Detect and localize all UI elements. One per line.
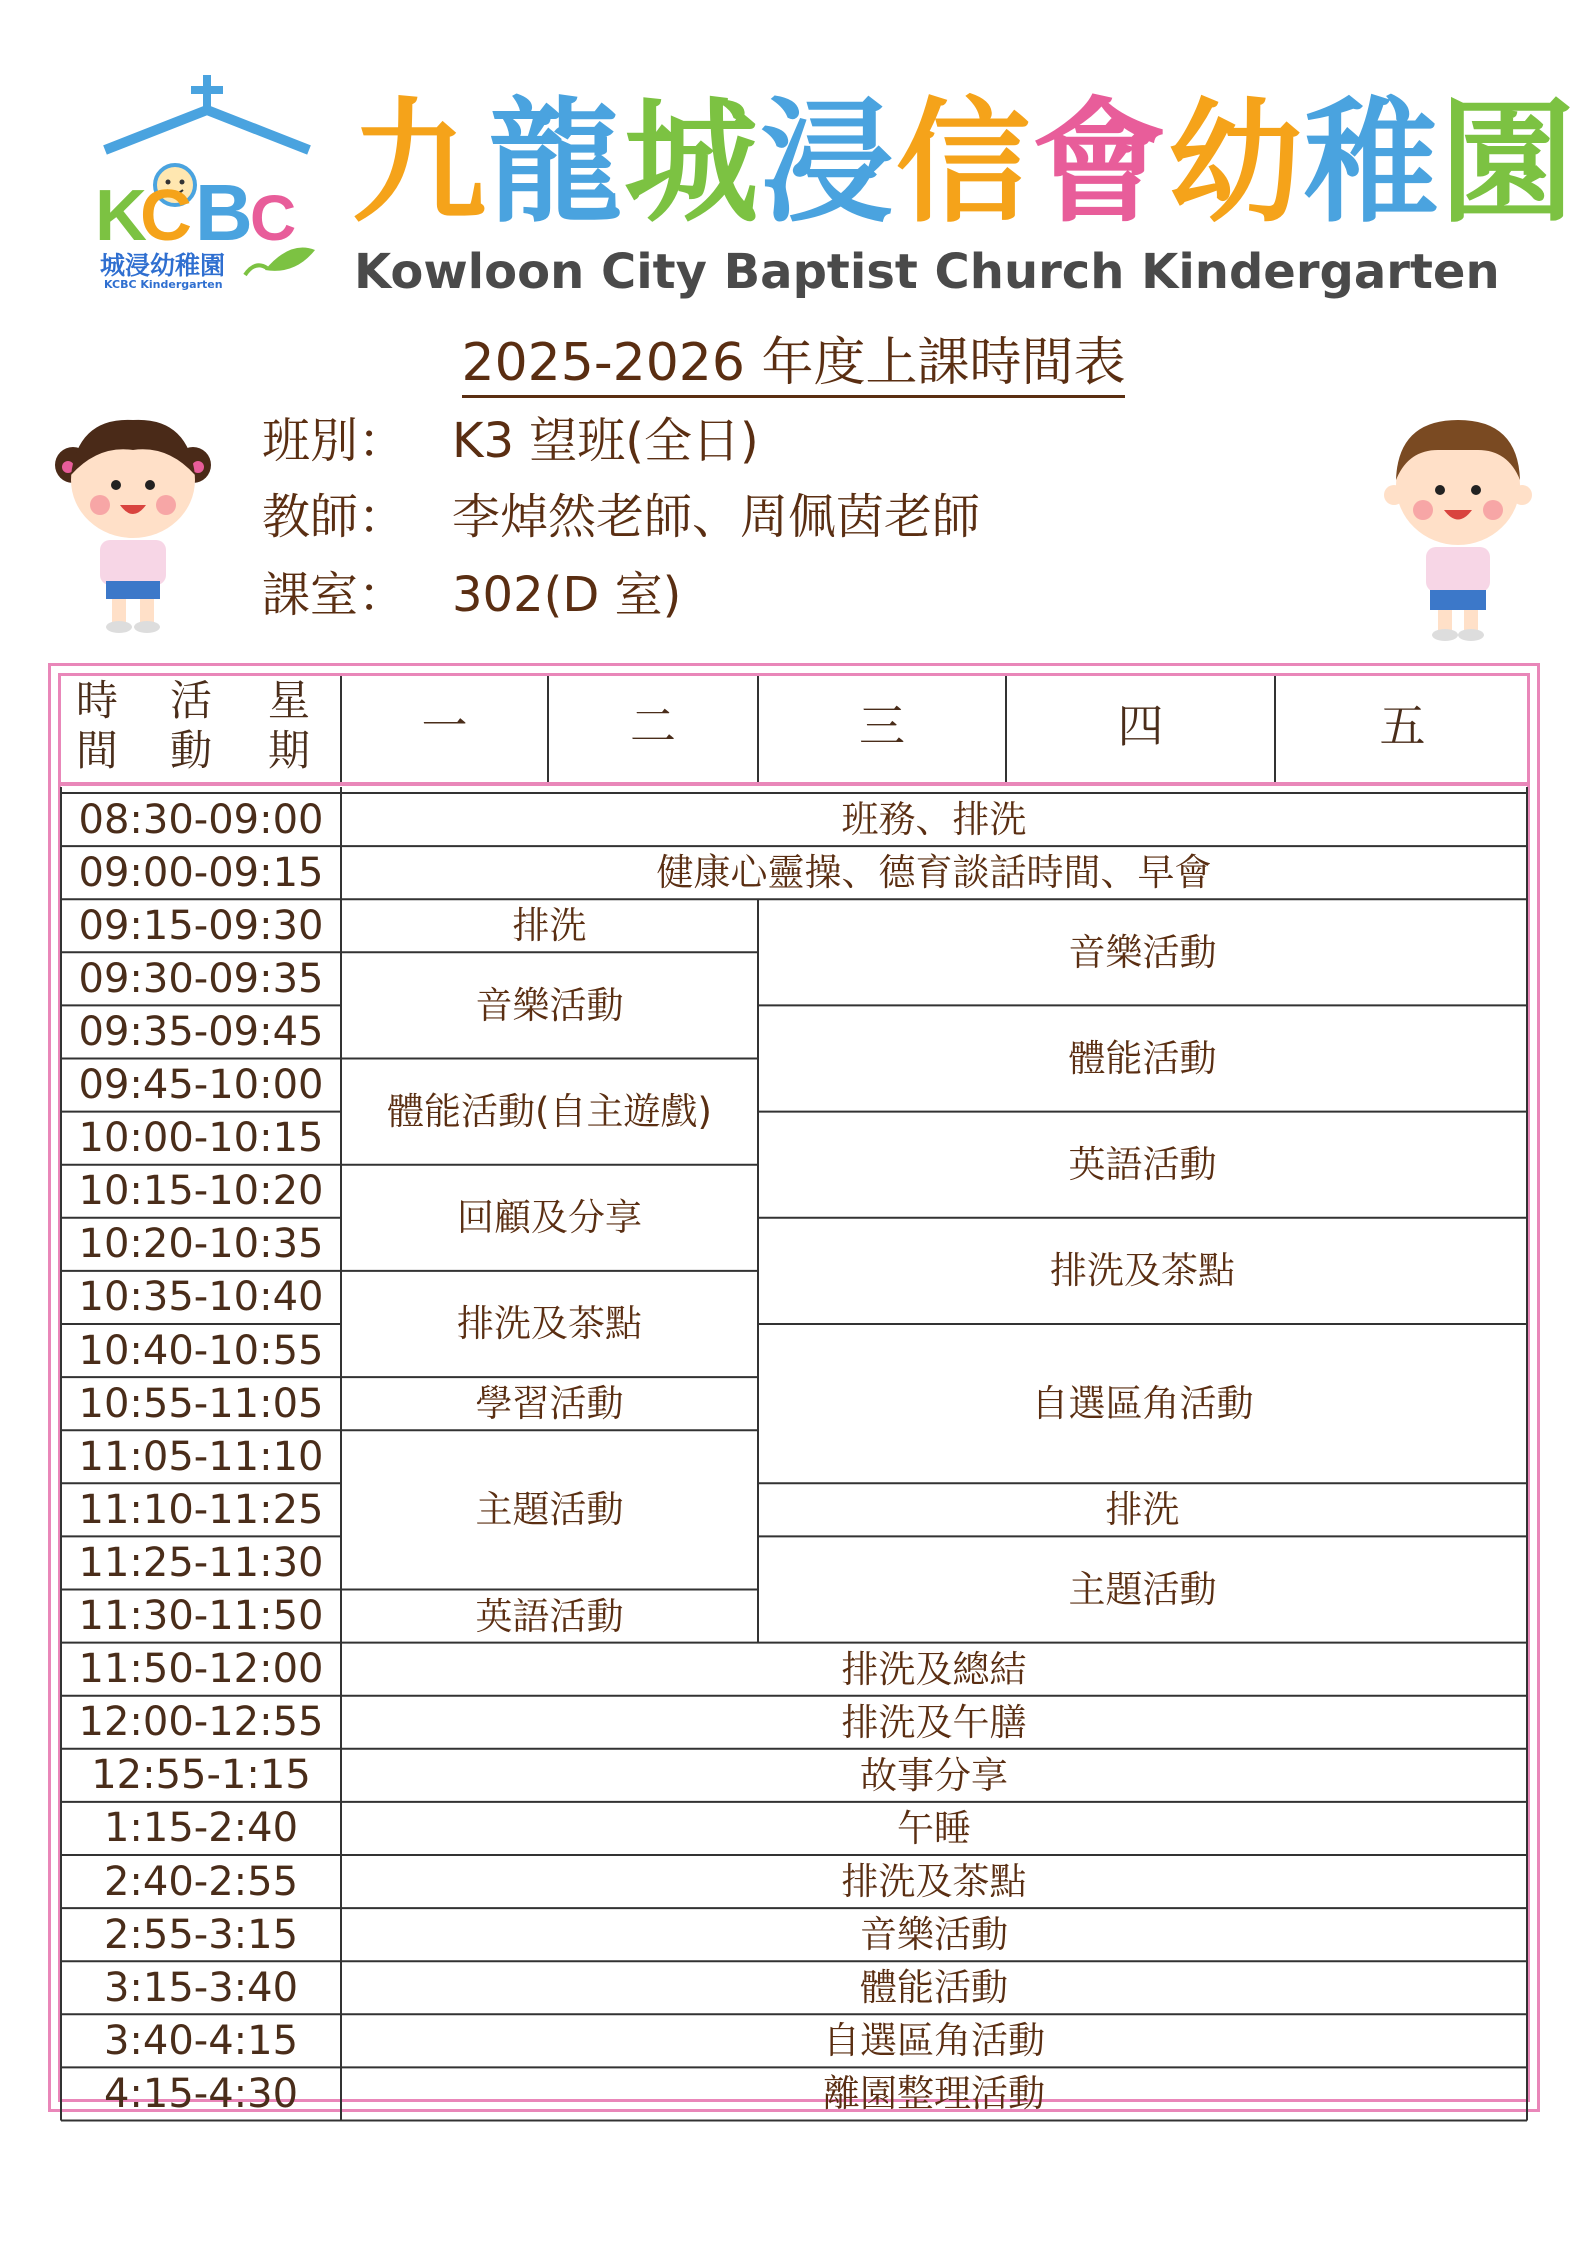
teacher-label: 教師： [262, 489, 407, 545]
time-slot: 10:15-10:20 [78, 1168, 324, 1215]
activity-mon-tue: 學習活動 [475, 1382, 624, 1426]
school-name-en: Kowloon City Baptist Church Kindergarten [354, 244, 1500, 300]
activity-all-week: 離園整理活動 [823, 2072, 1045, 2116]
activity-wed-fri: 音樂活動 [1068, 930, 1217, 974]
time-slot: 11:05-11:10 [78, 1433, 324, 1480]
time-slot: 2:55-3:15 [103, 1911, 299, 1958]
header-day-thu: 四 [1117, 698, 1164, 753]
activity-all-week: 自選區角活動 [823, 2019, 1045, 2063]
time-slot: 09:00-09:15 [78, 849, 324, 896]
activity-all-week: 排洗及午膳 [841, 1700, 1027, 1744]
activity-wed-fri: 體能活動 [1068, 1036, 1217, 1080]
header-day-mon: 一 [421, 698, 468, 753]
activity-mon-tue: 排洗 [512, 904, 587, 948]
corner-time-1: 時 [76, 676, 119, 725]
time-slot: 10:20-10:35 [78, 1221, 324, 1268]
activity-all-week: 排洗及總結 [841, 1647, 1027, 1691]
activity-wed-fri: 排洗及茶點 [1050, 1249, 1235, 1293]
logo-letter-b: B [195, 168, 253, 257]
time-slot: 4:15-4:30 [103, 2070, 299, 2117]
info-teacher [262, 478, 980, 547]
logo-subtitle-en: KCBC Kindergarten [104, 278, 223, 291]
activity-wed-fri: 英語活動 [1068, 1143, 1217, 1187]
activity-all-week: 健康心靈操、德育談話時間、早會 [656, 851, 1212, 895]
corner-week-2: 期 [268, 726, 311, 775]
school-name-char: 園 [1440, 85, 1577, 241]
school-name-char: 城 [624, 85, 761, 241]
time-slot: 3:15-3:40 [103, 1964, 299, 2011]
time-slot: 12:55-1:15 [91, 1752, 311, 1799]
header-day-tue: 二 [630, 698, 676, 753]
activity-all-week: 音樂活動 [860, 1913, 1008, 1957]
activity-wed-fri: 排洗 [1105, 1488, 1180, 1532]
school-name-char: 信 [896, 85, 1033, 241]
time-slot: 12:00-12:55 [78, 1699, 324, 1746]
header-day-wed: 三 [859, 698, 905, 753]
school-name-char: 稚 [1304, 85, 1441, 241]
school-name-char: 九 [352, 85, 489, 241]
time-slot: 09:45-10:00 [78, 1062, 324, 1109]
time-slot: 10:35-10:40 [78, 1274, 324, 1321]
teacher-value: 李焯然老師、周佩茵老師 [452, 489, 981, 545]
room-value: 302(D 室) [452, 567, 682, 623]
boy-illustration [1368, 405, 1548, 645]
time-slot: 1:15-2:40 [103, 1805, 299, 1852]
activity-all-week: 故事分享 [860, 1753, 1008, 1797]
activity-mon-tue: 體能活動(自主遊戲) [387, 1090, 712, 1134]
info-class [262, 402, 759, 471]
logo-letter-c2: C [250, 182, 297, 254]
info-room [262, 556, 681, 625]
time-slot: 10:40-10:55 [78, 1327, 324, 1374]
activity-wed-fri: 自選區角活動 [1031, 1382, 1254, 1426]
school-name-char: 幼 [1168, 85, 1305, 241]
activity-all-week: 班務、排洗 [841, 798, 1027, 842]
corner-activity-1: 活 [170, 676, 213, 725]
logo-letter-k: K [95, 176, 147, 256]
corner-time-2: 間 [76, 726, 119, 775]
time-slot: 09:15-09:30 [78, 902, 324, 949]
corner-week-1: 星 [268, 676, 311, 725]
activity-all-week: 排洗及茶點 [841, 1860, 1027, 1904]
activity-mon-tue: 回顧及分享 [457, 1196, 642, 1240]
activity-mon-tue: 主題活動 [475, 1488, 624, 1532]
class-value: K3 望班(全日) [452, 413, 759, 469]
corner-activity-2: 動 [170, 726, 213, 775]
time-slot: 10:55-11:05 [78, 1380, 324, 1427]
school-name [352, 85, 1577, 241]
time-slot: 2:40-2:55 [103, 1858, 299, 1905]
class-label: 班別： [262, 413, 407, 469]
time-slot: 11:25-11:30 [78, 1539, 324, 1586]
time-slot: 09:30-09:35 [78, 955, 324, 1002]
time-slot: 11:50-12:00 [78, 1646, 324, 1693]
activity-wed-fri: 主題活動 [1068, 1567, 1217, 1611]
room-label: 課室： [262, 567, 407, 623]
time-slot: 08:30-09:00 [78, 796, 324, 843]
timetable-title-text: 2025-2026 年度上課時間表 [462, 333, 1126, 398]
time-slot: 11:10-11:25 [78, 1486, 324, 1533]
activity-mon-tue: 音樂活動 [475, 983, 624, 1027]
time-slot: 09:35-09:45 [78, 1008, 324, 1055]
activity-mon-tue: 排洗及茶點 [457, 1302, 642, 1346]
school-name-char: 會 [1032, 85, 1169, 241]
time-slot: 11:30-11:50 [78, 1593, 324, 1640]
activity-all-week: 體能活動 [860, 1966, 1008, 2010]
activity-all-week: 午睡 [897, 1806, 971, 1850]
school-name-char: 浸 [760, 85, 897, 241]
logo-letter-c1: C [140, 176, 192, 256]
school-name-char: 龍 [488, 85, 625, 241]
timetable-title [0, 320, 1587, 395]
girl-illustration [38, 405, 228, 635]
activity-mon-tue: 英語活動 [475, 1594, 624, 1638]
header-day-fri: 五 [1379, 698, 1426, 753]
logo-subtitle: 城浸幼稚園 [100, 251, 226, 280]
time-slot: 10:00-10:15 [78, 1115, 324, 1162]
time-slot: 3:40-4:15 [103, 2017, 299, 2064]
